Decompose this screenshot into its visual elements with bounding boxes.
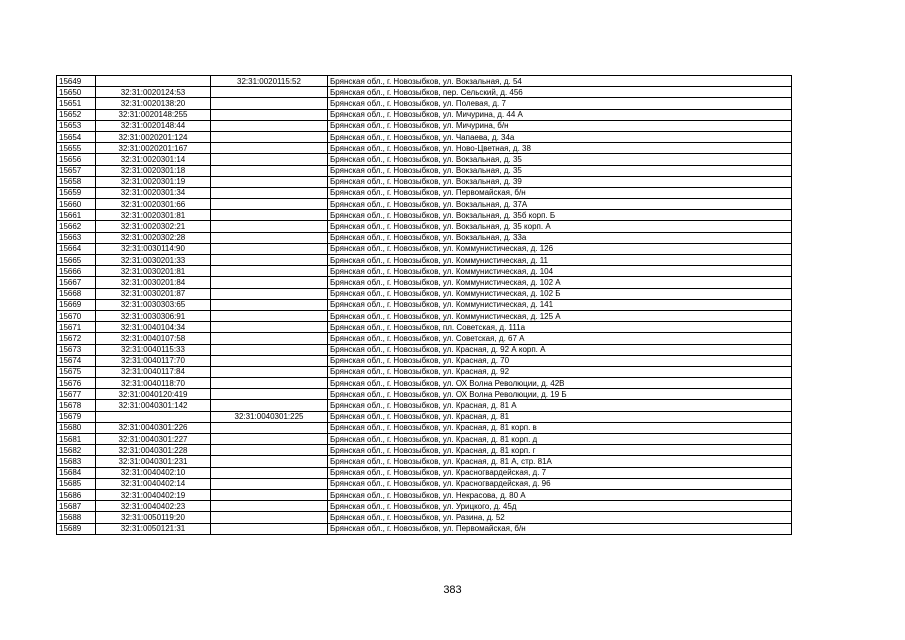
cadastral-number-alt-cell <box>211 232 328 243</box>
record-number-cell: 15677 <box>57 389 96 400</box>
record-number-cell: 15684 <box>57 467 96 478</box>
table-row <box>57 422 792 433</box>
address-cell: Брянская обл., г. Новозыбков, ул. Красная, д. 81 корп. д <box>328 434 792 445</box>
table-row <box>57 165 792 176</box>
cadastral-number-alt-cell <box>211 456 328 467</box>
cadastral-number-cell: 32:31:0020201:167 <box>96 143 211 154</box>
table-row <box>57 322 792 333</box>
cadastral-number-alt-cell <box>211 467 328 478</box>
record-number-cell: 15653 <box>57 120 96 131</box>
cadastral-number-cell: 32:31:0040301:227 <box>96 434 211 445</box>
cadastral-number-alt-cell <box>211 176 328 187</box>
record-number-cell: 15671 <box>57 322 96 333</box>
address-cell: Брянская обл., г. Новозыбков, ул. Мичурина, д. 44 А <box>328 109 792 120</box>
record-number-cell: 15673 <box>57 344 96 355</box>
address-cell: Брянская обл., г. Новозыбков, ул. Вокзальная, д. 35 <box>328 165 792 176</box>
cadastral-number-cell: 32:31:0020301:19 <box>96 176 211 187</box>
cadastral-number-alt-cell <box>211 243 328 254</box>
table-row <box>57 310 792 321</box>
address-cell: Брянская обл., г. Новозыбков, ул. Коммунистическая, д. 126 <box>328 243 792 254</box>
address-cell: Брянская обл., г. Новозыбков, ул. Красная, д. 81 А <box>328 400 792 411</box>
record-number-cell: 15660 <box>57 199 96 210</box>
cadastral-number-cell: 32:31:0020301:14 <box>96 154 211 165</box>
table-row <box>57 87 792 98</box>
address-cell: Брянская обл., г. Новозыбков, ул. Красная, д. 81 корп. г <box>328 445 792 456</box>
table-row <box>57 154 792 165</box>
address-cell: Брянская обл., г. Новозыбков, ул. Коммунистическая, д. 125 А <box>328 310 792 321</box>
record-number-cell: 15682 <box>57 445 96 456</box>
address-cell: Брянская обл., г. Новозыбков, ул. Красная, д. 92 <box>328 366 792 377</box>
cadastral-number-alt-cell <box>211 187 328 198</box>
cadastral-number-alt-cell <box>211 400 328 411</box>
cadastral-number-cell: 32:31:0030303:65 <box>96 299 211 310</box>
cadastral-number-cell: 32:31:0040301:228 <box>96 445 211 456</box>
table-row <box>57 299 792 310</box>
cadastral-number-cell <box>96 76 211 87</box>
cadastral-number-alt-cell <box>211 355 328 366</box>
address-cell: Брянская обл., г. Новозыбков, пл. Советская, д. 111а <box>328 322 792 333</box>
cadastral-number-cell: 32:31:0040117:70 <box>96 355 211 366</box>
address-cell: Брянская обл., г. Новозыбков, ул. Вокзальная, д. 39 <box>328 176 792 187</box>
cadastral-number-cell: 32:31:0030201:33 <box>96 255 211 266</box>
cadastral-number-alt-cell <box>211 143 328 154</box>
cadastral-number-alt-cell <box>211 199 328 210</box>
address-cell: Брянская обл., г. Новозыбков, ул. Вокзальная, д. 33а <box>328 232 792 243</box>
table-row <box>57 243 792 254</box>
cadastral-number-alt-cell <box>211 154 328 165</box>
cadastral-number-alt-cell <box>211 299 328 310</box>
table-row <box>57 489 792 500</box>
table-row <box>57 333 792 344</box>
table-row <box>57 255 792 266</box>
record-number-cell: 15680 <box>57 422 96 433</box>
table-row <box>57 199 792 210</box>
table-row <box>57 411 792 422</box>
record-number-cell: 15663 <box>57 232 96 243</box>
cadastral-number-cell: 32:31:0040115:33 <box>96 344 211 355</box>
cadastral-number-cell: 32:31:0020138:20 <box>96 98 211 109</box>
address-cell: Брянская обл., г. Новозыбков, ул. Вокзальная, д. 37А <box>328 199 792 210</box>
cadastral-number-alt-cell <box>211 333 328 344</box>
record-number-cell: 15685 <box>57 478 96 489</box>
cadastral-number-cell: 32:31:0020148:255 <box>96 109 211 120</box>
table-row <box>57 366 792 377</box>
cadastral-number-alt-cell <box>211 210 328 221</box>
cadastral-number-cell: 32:31:0040120:419 <box>96 389 211 400</box>
cadastral-number-cell: 32:31:0030114:90 <box>96 243 211 254</box>
record-number-cell: 15670 <box>57 310 96 321</box>
cadastral-number-alt-cell: 32:31:0040301:225 <box>211 411 328 422</box>
cadastral-number-cell: 32:31:0020301:66 <box>96 199 211 210</box>
record-number-cell: 15656 <box>57 154 96 165</box>
cadastral-number-alt-cell <box>211 434 328 445</box>
table-row <box>57 355 792 366</box>
table-row <box>57 288 792 299</box>
record-number-cell: 15686 <box>57 489 96 500</box>
cadastral-number-cell: 32:31:0030201:87 <box>96 288 211 299</box>
cadastral-number-alt-cell <box>211 109 328 120</box>
cadastral-number-cell: 32:31:0040104:34 <box>96 322 211 333</box>
address-cell: Брянская обл., г. Новозыбков, ул. Некрасова, д. 80 А <box>328 489 792 500</box>
address-cell: Брянская обл., г. Новозыбков, ул. Полевая, д. 7 <box>328 98 792 109</box>
record-number-cell: 15689 <box>57 523 96 534</box>
cadastral-number-cell: 32:31:0040402:23 <box>96 501 211 512</box>
address-cell: Брянская обл., г. Новозыбков, ул. ОХ Волна Революции, д. 19 Б <box>328 389 792 400</box>
table-row <box>57 344 792 355</box>
record-number-cell: 15669 <box>57 299 96 310</box>
table-row <box>57 221 792 232</box>
cadastral-number-alt-cell <box>211 501 328 512</box>
address-cell: Брянская обл., г. Новозыбков, ул. Красная, д. 81 <box>328 411 792 422</box>
cadastral-number-cell: 32:31:0020148:44 <box>96 120 211 131</box>
address-cell: Брянская обл., г. Новозыбков, ул. Коммунистическая, д. 102 Б <box>328 288 792 299</box>
record-number-cell: 15665 <box>57 255 96 266</box>
cadastral-number-alt-cell <box>211 288 328 299</box>
table-row <box>57 389 792 400</box>
cadastral-number-cell: 32:31:0050121:31 <box>96 523 211 534</box>
cadastral-number-cell: 32:31:0030201:84 <box>96 277 211 288</box>
table-row <box>57 523 792 534</box>
record-number-cell: 15658 <box>57 176 96 187</box>
address-cell: Брянская обл., г. Новозыбков, ул. Урицкого, д. 45д <box>328 501 792 512</box>
record-number-cell: 15657 <box>57 165 96 176</box>
address-cell: Брянская обл., г. Новозыбков, ул. Разина, д. 52 <box>328 512 792 523</box>
cadastral-number-alt-cell <box>211 366 328 377</box>
address-cell: Брянская обл., г. Новозыбков, ул. Коммунистическая, д. 102 А <box>328 277 792 288</box>
address-cell: Брянская обл., г. Новозыбков, ул. ОХ Волна Революции, д. 42В <box>328 378 792 389</box>
table-row <box>57 143 792 154</box>
table-row <box>57 266 792 277</box>
cadastral-number-alt-cell <box>211 489 328 500</box>
record-number-cell: 15687 <box>57 501 96 512</box>
address-cell: Брянская обл., г. Новозыбков, ул. Вокзальная, д. 35б корп. Б <box>328 210 792 221</box>
cadastral-number-cell: 32:31:0020301:34 <box>96 187 211 198</box>
cadastral-number-cell: 32:31:0050119:20 <box>96 512 211 523</box>
table-row <box>57 478 792 489</box>
cadastral-number-alt-cell <box>211 98 328 109</box>
table-row <box>57 445 792 456</box>
record-number-cell: 15654 <box>57 131 96 142</box>
table-row <box>57 98 792 109</box>
table-row <box>57 378 792 389</box>
table-row <box>57 131 792 142</box>
table-row <box>57 512 792 523</box>
table-row <box>57 76 792 87</box>
table-row <box>57 109 792 120</box>
record-number-cell: 15675 <box>57 366 96 377</box>
cadastral-number-cell: 32:31:0020301:18 <box>96 165 211 176</box>
cadastral-number-alt-cell <box>211 120 328 131</box>
cadastral-number-alt-cell <box>211 310 328 321</box>
cadastral-number-alt-cell <box>211 221 328 232</box>
table-row <box>57 187 792 198</box>
cadastral-number-alt-cell <box>211 378 328 389</box>
record-number-cell: 15678 <box>57 400 96 411</box>
record-number-cell: 15650 <box>57 87 96 98</box>
address-cell: Брянская обл., г. Новозыбков, ул. Красная, д. 92 А корп. А <box>328 344 792 355</box>
record-number-cell: 15659 <box>57 187 96 198</box>
cadastral-number-cell: 32:31:0040402:10 <box>96 467 211 478</box>
cadastral-number-alt-cell <box>211 478 328 489</box>
cadastral-number-cell: 32:31:0020124:53 <box>96 87 211 98</box>
record-number-cell: 15688 <box>57 512 96 523</box>
record-number-cell: 15649 <box>57 76 96 87</box>
cadastral-number-alt-cell <box>211 165 328 176</box>
cadastral-number-cell: 32:31:0020302:28 <box>96 232 211 243</box>
address-cell: Брянская обл., г. Новозыбков, ул. Ново-Цветная, д. 38 <box>328 143 792 154</box>
table-row <box>57 434 792 445</box>
cadastral-number-alt-cell <box>211 322 328 333</box>
record-number-cell: 15662 <box>57 221 96 232</box>
address-cell: Брянская обл., г. Новозыбков, ул. Коммунистическая, д. 141 <box>328 299 792 310</box>
registry-table-body <box>57 76 792 535</box>
cadastral-number-cell: 32:31:0020201:124 <box>96 131 211 142</box>
cadastral-number-alt-cell: 32:31:0020115:52 <box>211 76 328 87</box>
address-cell: Брянская обл., г. Новозыбков, ул. Советская, д. 67 А <box>328 333 792 344</box>
cadastral-number-cell: 32:31:0040402:19 <box>96 489 211 500</box>
table-row <box>57 467 792 478</box>
table-row <box>57 277 792 288</box>
address-cell: Брянская обл., г. Новозыбков, ул. Первомайская, б/н <box>328 523 792 534</box>
record-number-cell: 15668 <box>57 288 96 299</box>
record-number-cell: 15661 <box>57 210 96 221</box>
cadastral-number-cell: 32:31:0040402:14 <box>96 478 211 489</box>
address-cell: Брянская обл., г. Новозыбков, ул. Вокзальная, д. 35 корп. А <box>328 221 792 232</box>
address-cell: Брянская обл., г. Новозыбков, ул. Красная, д. 81 корп. в <box>328 422 792 433</box>
cadastral-number-cell: 32:31:0040301:226 <box>96 422 211 433</box>
cadastral-number-alt-cell <box>211 344 328 355</box>
cadastral-number-cell: 32:31:0040301:142 <box>96 400 211 411</box>
address-cell: Брянская обл., г. Новозыбков, ул. Красногвардейская, д. 7 <box>328 467 792 478</box>
table-row <box>57 176 792 187</box>
address-cell: Брянская обл., г. Новозыбков, пер. Сельский, д. 456 <box>328 87 792 98</box>
address-cell: Брянская обл., г. Новозыбков, ул. Коммунистическая, д. 11 <box>328 255 792 266</box>
cadastral-number-alt-cell <box>211 389 328 400</box>
record-number-cell: 15681 <box>57 434 96 445</box>
address-cell: Брянская обл., г. Новозыбков, ул. Красногвардейская, д. 96 <box>328 478 792 489</box>
address-cell: Брянская обл., г. Новозыбков, ул. Чапаева, д. 34а <box>328 131 792 142</box>
cadastral-number-cell <box>96 411 211 422</box>
record-number-cell: 15679 <box>57 411 96 422</box>
cadastral-number-alt-cell <box>211 87 328 98</box>
record-number-cell: 15655 <box>57 143 96 154</box>
cadastral-number-cell: 32:31:0030201:81 <box>96 266 211 277</box>
cadastral-number-alt-cell <box>211 255 328 266</box>
record-number-cell: 15672 <box>57 333 96 344</box>
address-cell: Брянская обл., г. Новозыбков, ул. Первомайская, б/н <box>328 187 792 198</box>
record-number-cell: 15664 <box>57 243 96 254</box>
cadastral-number-alt-cell <box>211 131 328 142</box>
cadastral-number-cell: 32:31:0030306:91 <box>96 310 211 321</box>
cadastral-number-alt-cell <box>211 422 328 433</box>
cadastral-number-cell: 32:31:0040118:70 <box>96 378 211 389</box>
table-row <box>57 501 792 512</box>
record-number-cell: 15667 <box>57 277 96 288</box>
cadastral-number-cell: 32:31:0040117:84 <box>96 366 211 377</box>
cadastral-number-cell: 32:31:0040301:231 <box>96 456 211 467</box>
cadastral-number-alt-cell <box>211 277 328 288</box>
page-number: 383 <box>443 584 462 596</box>
table-row <box>57 456 792 467</box>
table-row <box>57 400 792 411</box>
address-cell: Брянская обл., г. Новозыбков, ул. Красная, д. 70 <box>328 355 792 366</box>
record-number-cell: 15651 <box>57 98 96 109</box>
cadastral-number-alt-cell <box>211 266 328 277</box>
cadastral-number-alt-cell <box>211 445 328 456</box>
record-number-cell: 15676 <box>57 378 96 389</box>
record-number-cell: 15652 <box>57 109 96 120</box>
address-cell: Брянская обл., г. Новозыбков, ул. Красная, д. 81 А, стр. 81А <box>328 456 792 467</box>
cadastral-number-cell: 32:31:0020301:81 <box>96 210 211 221</box>
cadastral-number-alt-cell <box>211 512 328 523</box>
property-registry-table <box>56 75 792 535</box>
cadastral-number-cell: 32:31:0020302:21 <box>96 221 211 232</box>
address-cell: Брянская обл., г. Новозыбков, ул. Коммунистическая, д. 104 <box>328 266 792 277</box>
record-number-cell: 15683 <box>57 456 96 467</box>
address-cell: Брянская обл., г. Новозыбков, ул. Мичурина, б/н <box>328 120 792 131</box>
cadastral-number-cell: 32:31:0040107:58 <box>96 333 211 344</box>
table-row <box>57 210 792 221</box>
address-cell: Брянская обл., г. Новозыбков, ул. Вокзальная, д. 35 <box>328 154 792 165</box>
cadastral-number-alt-cell <box>211 523 328 534</box>
record-number-cell: 15674 <box>57 355 96 366</box>
table-row <box>57 120 792 131</box>
address-cell: Брянская обл., г. Новозыбков, ул. Вокзальная, д. 54 <box>328 76 792 87</box>
table-row <box>57 232 792 243</box>
record-number-cell: 15666 <box>57 266 96 277</box>
